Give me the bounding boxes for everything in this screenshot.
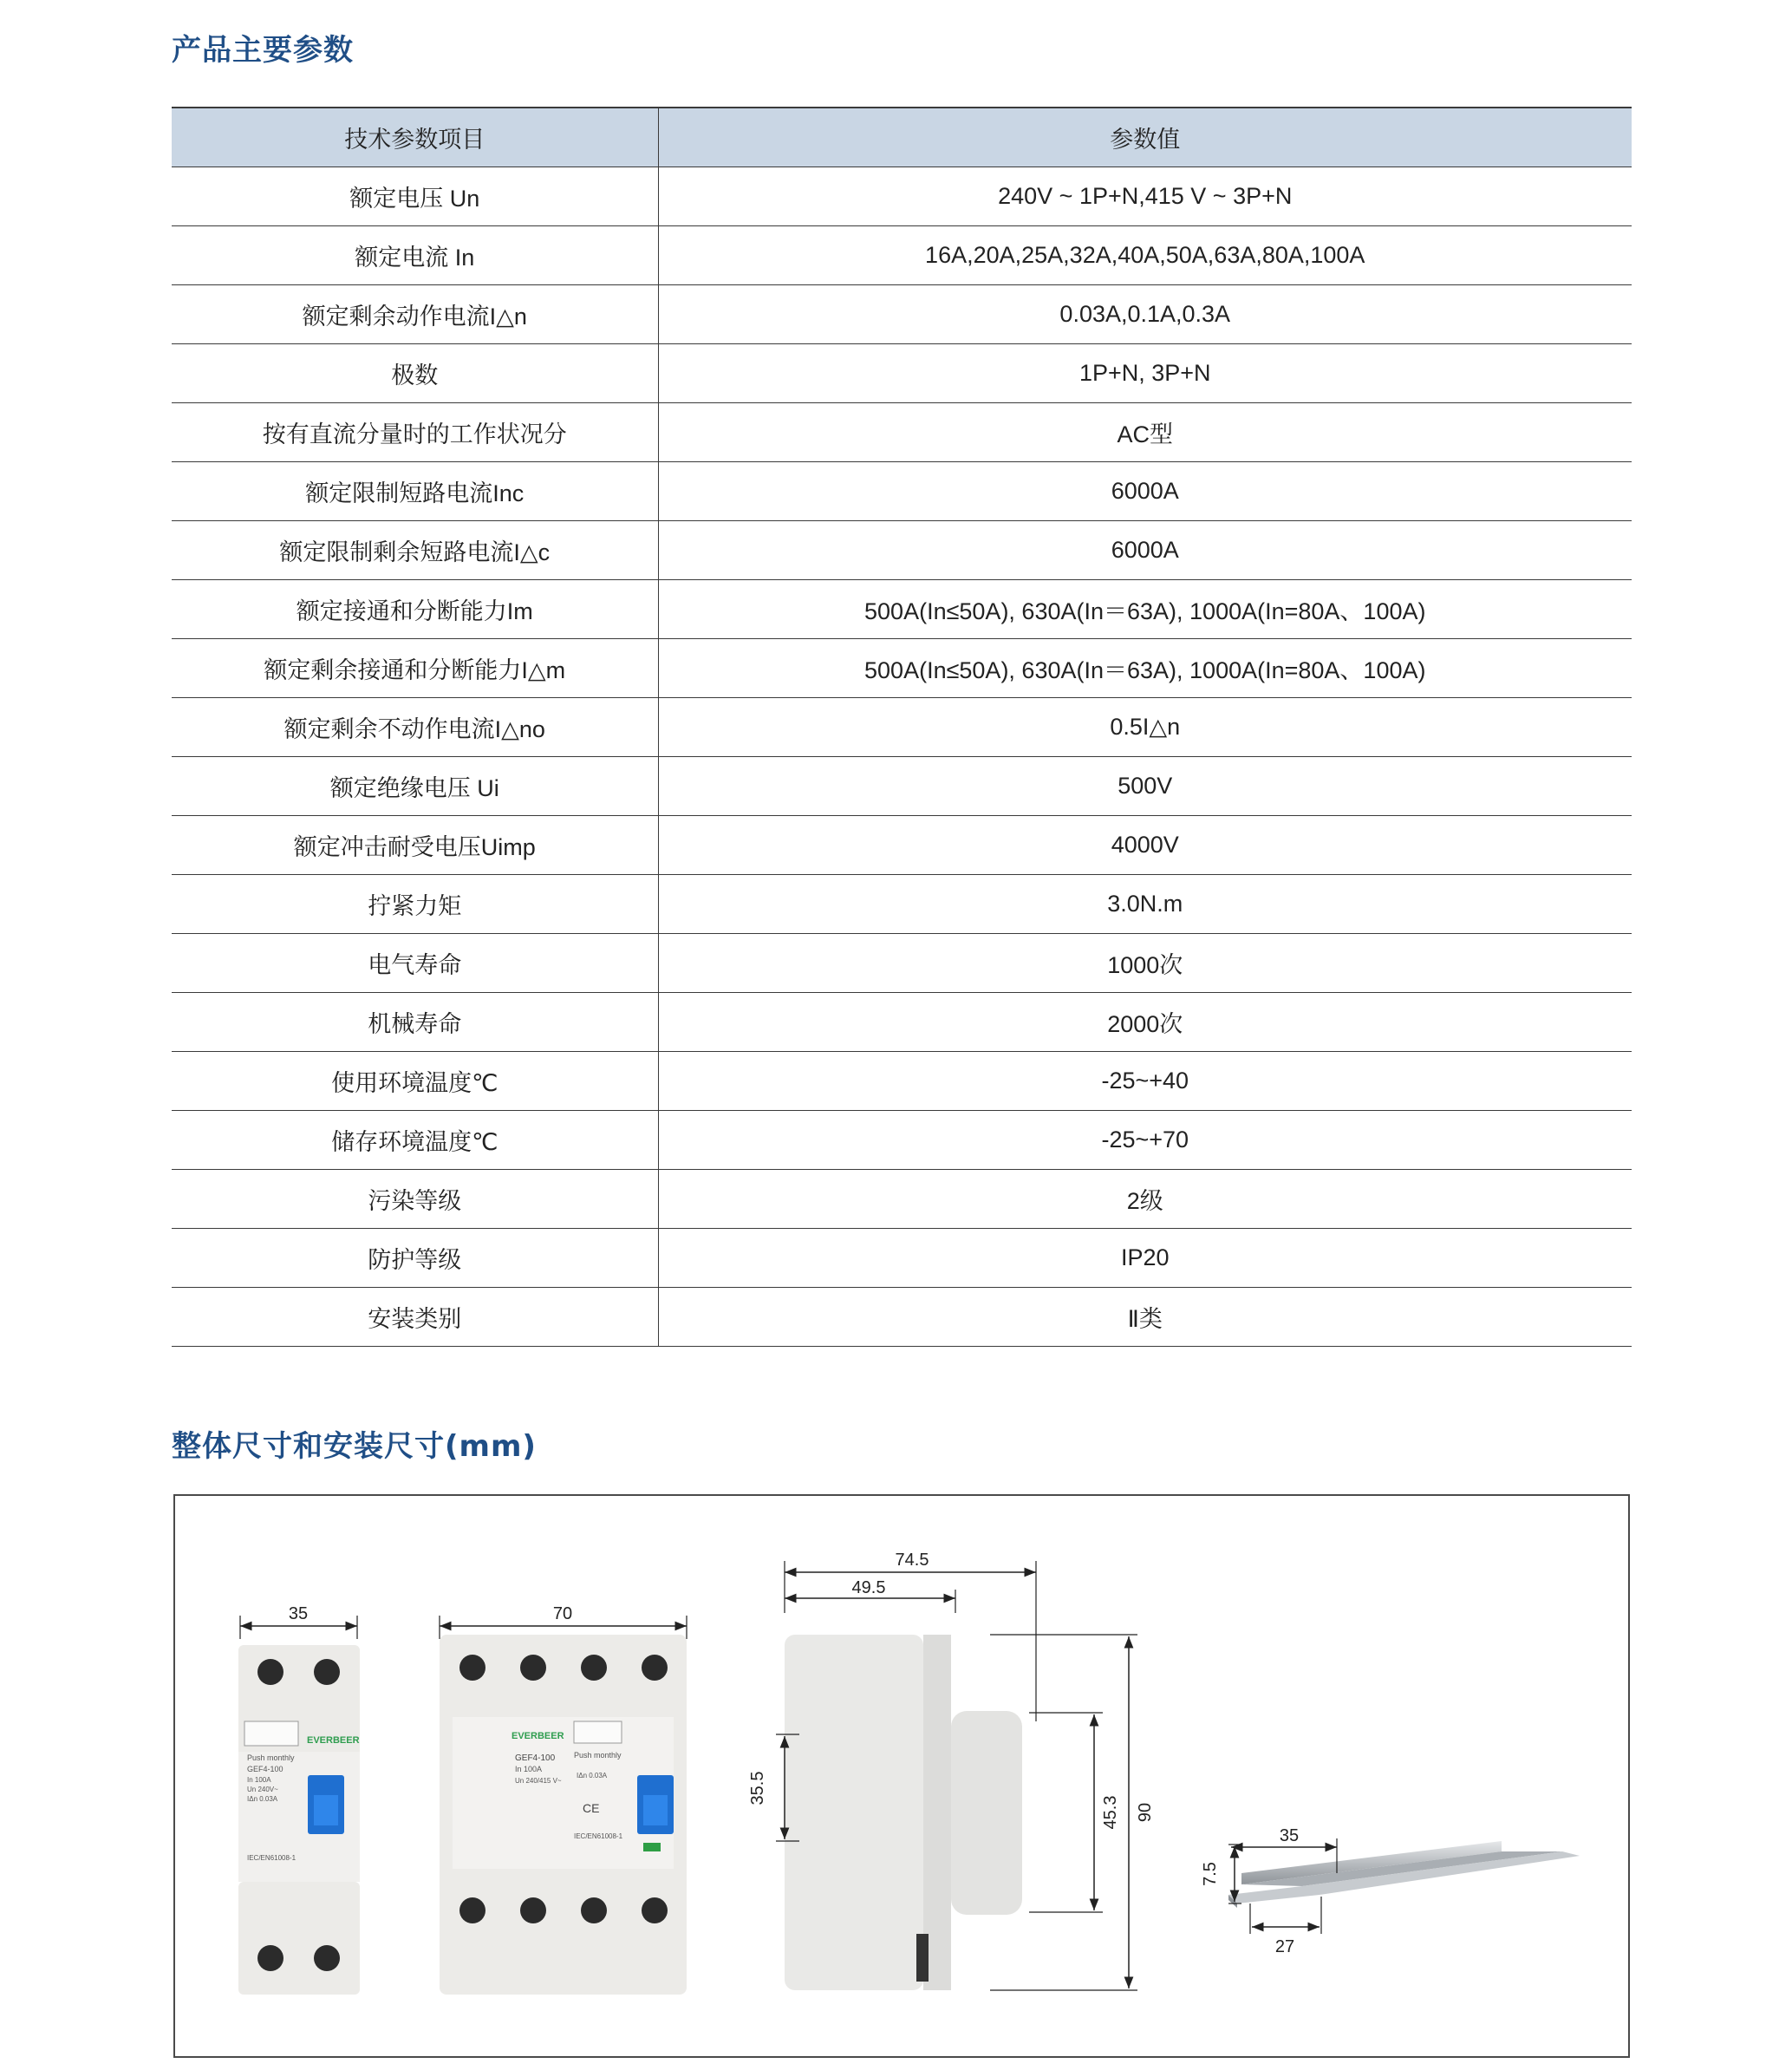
cell-value: 16A,20A,25A,32A,40A,50A,63A,80A,100A: [658, 226, 1632, 285]
cell-value: 1000次: [658, 934, 1632, 993]
in-label-4p: In 100A: [515, 1765, 543, 1773]
section-title-parameters: 产品主要参数: [172, 33, 354, 68]
dim-side-clip-height: 35.5: [748, 1771, 767, 1806]
table-header-row: [172, 108, 1632, 167]
rcbo-side-view: [748, 1551, 1155, 1990]
cell-value: Ⅱ类: [658, 1288, 1632, 1347]
table-row: [172, 1170, 1632, 1229]
cell-item: 额定接通和分断能力Im: [172, 580, 658, 639]
cell-item: 防护等级: [172, 1229, 658, 1288]
ce-mark-4p: CE: [583, 1801, 600, 1815]
cell-value: 500A(In≤50A), 630A(In＝63A), 1000A(In=80A、100A): [658, 639, 1632, 698]
dim-side-body-depth: 49.5: [851, 1578, 886, 1597]
table-row: [172, 1111, 1632, 1170]
cell-item: 额定限制剩余短路电流I△c: [172, 521, 658, 580]
table-row: [172, 757, 1632, 816]
cell-value: 2000次: [658, 993, 1632, 1052]
header-item: 技术参数项目: [172, 108, 658, 167]
dim-rail-height: 7.5: [1201, 1862, 1220, 1886]
table-row: [172, 639, 1632, 698]
cell-item: 安装类别: [172, 1288, 658, 1347]
dim-side-front-height: 45.3: [1101, 1795, 1120, 1830]
table-row: [172, 580, 1632, 639]
parameters-table: [172, 107, 1632, 1347]
table-row: [172, 816, 1632, 875]
table-row: [172, 934, 1632, 993]
cell-value: 500V: [658, 757, 1632, 816]
dimension-drawings: [175, 1496, 1632, 2060]
cell-item: 额定剩余不动作电流I△no: [172, 698, 658, 757]
section-title-dimensions: 整体尺寸和安装尺寸(mm): [172, 1429, 537, 1464]
cell-value: 4000V: [658, 816, 1632, 875]
cell-value: 3.0N.m: [658, 875, 1632, 934]
cell-item: 储存环境温度℃: [172, 1111, 658, 1170]
table-row: [172, 167, 1632, 226]
rcbo-2p-front-view: [238, 1604, 360, 1995]
rcbo-4p-front-view: [440, 1604, 687, 1995]
cell-value: 240V ~ 1P+N,415 V ~ 3P+N: [658, 167, 1632, 226]
cell-value: AC型: [658, 403, 1632, 462]
cell-value: 0.5I△n: [658, 698, 1632, 757]
dim-side-total-depth: 74.5: [895, 1551, 929, 1570]
table-row: [172, 993, 1632, 1052]
idn-label-4p: IΔn 0.03A: [577, 1772, 608, 1779]
cell-item: 额定电流 In: [172, 226, 658, 285]
model-label-4p: GEF4-100: [515, 1753, 556, 1763]
push-label-4p: Push monthly: [574, 1751, 622, 1760]
push-label-2p: Push monthly: [247, 1753, 295, 1762]
cell-item: 额定冲击耐受电压Uimp: [172, 816, 658, 875]
table-row: [172, 875, 1632, 934]
cell-item: 机械寿命: [172, 993, 658, 1052]
in-label-2p: In 100A: [247, 1776, 271, 1784]
cell-item: 额定绝缘电压 Ui: [172, 757, 658, 816]
un-label-2p: Un 240V~: [247, 1786, 278, 1793]
brand-label-2p: EVERBEER: [307, 1735, 360, 1746]
table-row: [172, 1288, 1632, 1347]
table-row: [172, 226, 1632, 285]
table-row: [172, 521, 1632, 580]
brand-label-4p: EVERBEER: [512, 1731, 564, 1741]
cell-item: 额定限制短路电流Inc: [172, 462, 658, 521]
cell-item: 额定剩余动作电流I△n: [172, 285, 658, 344]
cell-item: 污染等级: [172, 1170, 658, 1229]
table-row: [172, 285, 1632, 344]
cell-value: 2级: [658, 1170, 1632, 1229]
dim-rail-width: 35: [1279, 1826, 1300, 1845]
din-rail-view: [1201, 1826, 1580, 1956]
std-label-2p: IEC/EN61008-1: [247, 1854, 296, 1862]
model-label-2p: GEF4-100: [247, 1765, 283, 1773]
cell-item: 按有直流分量时的工作状况分: [172, 403, 658, 462]
cell-value: 6000A: [658, 462, 1632, 521]
table-row: [172, 462, 1632, 521]
dim-rail-inner: 27: [1274, 1937, 1295, 1956]
cell-item: 使用环境温度℃: [172, 1052, 658, 1111]
table-row: [172, 403, 1632, 462]
cell-item: 电气寿命: [172, 934, 658, 993]
std-label-4p: IEC/EN61008-1: [574, 1832, 623, 1840]
dim-side-total-height: 90: [1136, 1802, 1155, 1823]
idn-label-2p: IΔn 0.03A: [247, 1795, 278, 1803]
dim-4p-width: 70: [552, 1604, 573, 1623]
cell-item: 额定剩余接通和分断能力I△m: [172, 639, 658, 698]
un-label-4p: Un 240/415 V~: [515, 1777, 562, 1785]
cell-item: 额定电压 Un: [172, 167, 658, 226]
table-row: [172, 698, 1632, 757]
cell-item: 极数: [172, 344, 658, 403]
cell-value: 500A(In≤50A), 630A(In＝63A), 1000A(In=80A、100A): [658, 580, 1632, 639]
table-row: [172, 1052, 1632, 1111]
header-value: 参数值: [658, 108, 1632, 167]
cell-value: IP20: [658, 1229, 1632, 1288]
cell-value: 0.03A,0.1A,0.3A: [658, 285, 1632, 344]
cell-value: 6000A: [658, 521, 1632, 580]
cell-value: 1P+N, 3P+N: [658, 344, 1632, 403]
cell-item: 拧紧力矩: [172, 875, 658, 934]
cell-value: -25~+70: [658, 1111, 1632, 1170]
cell-value: -25~+40: [658, 1052, 1632, 1111]
dimension-drawing-panel: [173, 1494, 1630, 2058]
table-row: [172, 1229, 1632, 1288]
table-row: [172, 344, 1632, 403]
dim-2p-width: 35: [288, 1604, 309, 1623]
